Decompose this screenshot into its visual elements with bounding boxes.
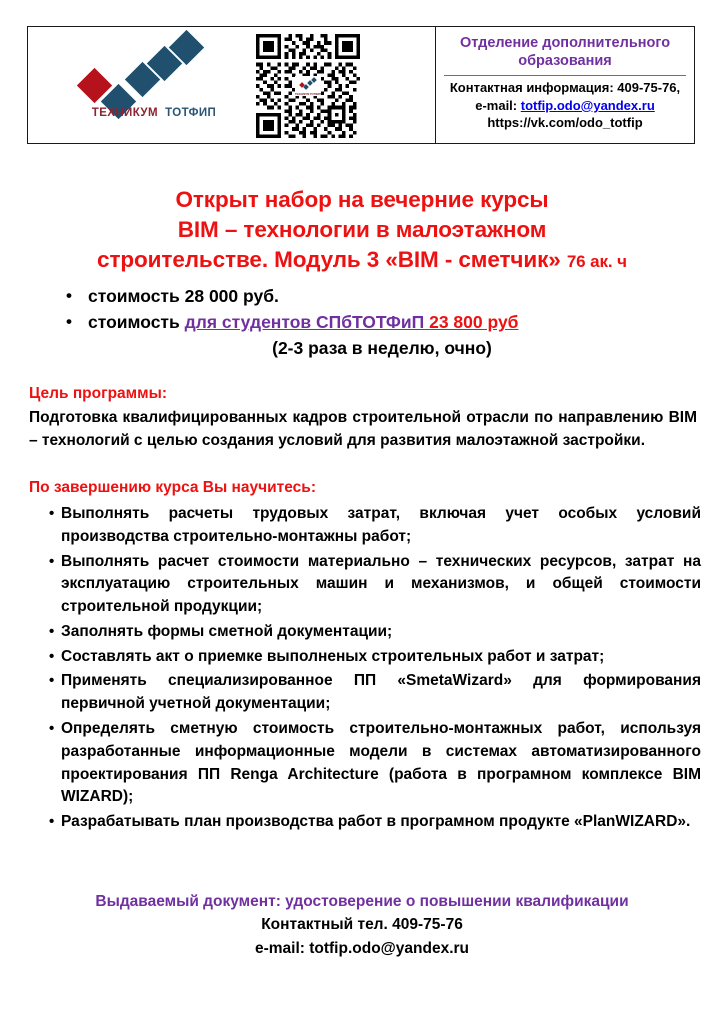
page-title [20, 185, 704, 275]
list-item [29, 646, 701, 669]
email-label: e-mail [475, 97, 513, 113]
header-table [27, 26, 695, 144]
title-line-3-hours: 76 ак. ч [566, 251, 627, 271]
list-item [29, 551, 701, 619]
price-item-student [20, 309, 704, 335]
list-item-text: Применять специализированное ПП «SmetaWizard» для формирования первичной учетной документации; [61, 672, 701, 713]
price-student-amount: 23 800 руб [429, 312, 519, 333]
logo-word-totfip: ТОТФИП [165, 107, 217, 119]
qr-code-icon[interactable] [256, 34, 360, 138]
bullet-icon: • [49, 647, 55, 665]
footer-email-line: e-mail: totfip.odo@yandex.ru [254, 939, 470, 957]
list-item [29, 718, 701, 809]
totfip-logo-icon [56, 33, 252, 137]
logo-diamonds [56, 33, 252, 111]
bullet-icon: • [66, 286, 72, 305]
qr-logo-wordmark: ТЕХНИКУМ ТОТФИП [295, 93, 321, 96]
header-right-cell [436, 27, 694, 143]
header-left-cell [28, 27, 436, 143]
price-student-audience: для студентов СПбТОТФиП [184, 312, 425, 333]
issued-document-line: Выдаваемый документ: удостоверение о повышении квалификации [95, 893, 629, 910]
title-line-3 [20, 245, 704, 275]
list-item [29, 503, 701, 549]
contact-email-line [440, 97, 690, 114]
list-item-text: Выполнять расчеты трудовых затрат, включая учет особых условий производства строительно-монтажны работ; [61, 505, 701, 545]
department-title: Отделение дополнительного образования [459, 35, 671, 69]
logo-word-technikum: ТЕХНИКУМ [91, 107, 158, 119]
price-list [20, 283, 704, 359]
bullet-icon: • [49, 813, 55, 831]
qr-center-logo-icon [295, 76, 321, 96]
title-line-3-main: строительстве. Модуль 3 «BIM - сметчик» [97, 246, 567, 272]
bullet-icon: • [49, 552, 55, 570]
bullet-icon: • [49, 622, 55, 640]
qr-logo-diamond-blue-1 [303, 84, 309, 90]
price-standard-text: стоимость 28 000 руб. [88, 286, 279, 306]
list-item-text: Определять сметную стоимость строительно-монтажных работ, используя разработанные информационные модели в системах автоматизированного проектирования ПП Renga Architecture (работа в програмном комплексе BIM WIZARD); [61, 720, 701, 806]
list-item-text: Составлять акт о приемке выполненых строительных работ и затрат; [61, 647, 605, 665]
price-item-standard [20, 283, 704, 309]
bullet-icon: • [49, 505, 55, 522]
footer [20, 890, 704, 960]
schedule-note: (2-3 раза в неделю, очно) [272, 337, 492, 358]
header-divider-rule [444, 75, 686, 77]
email-link[interactable]: totfip.odo@yandex.ru [520, 97, 655, 113]
list-item-text: Выполнять расчет стоимости материально – технических ресурсов, затрат на эксплуатацию строительных машин и механизмов, и общей стоимости строительной продукции; [61, 552, 701, 616]
email-separator: : [512, 97, 521, 113]
bullet-icon: • [49, 672, 55, 690]
footer-phone-line: Контактный тел. 409-75-76 [261, 916, 463, 934]
title-line-1: Открыт набор на вечерние курсы [175, 187, 549, 212]
price-student-wrapper [88, 309, 518, 335]
list-item-text: Разрабатывать план производства работ в програмном продукте «PlanWIZARD». [61, 813, 691, 831]
list-item [29, 811, 701, 834]
price-student-prefix: стоимость [88, 312, 185, 333]
list-item [29, 621, 701, 644]
goal-heading: Цель программы: [29, 385, 167, 402]
skills-list [29, 503, 701, 836]
contact-vk-line[interactable]: https://vk.com/odo_totfip [487, 114, 643, 130]
title-line-2: BIM – технологии в малоэтажном [177, 216, 547, 242]
list-item [29, 670, 701, 716]
logo-wordmark [56, 107, 252, 119]
list-item-text: Заполнять формы сметной документации; [61, 622, 393, 640]
goal-paragraph: Подготовка квалифицированных кадров строительной отрасли по направлению BIM – технологий с целью создания условий для развития малоэтажной застройки. [29, 409, 697, 449]
skills-heading: По завершению курса Вы научитесь: [29, 479, 316, 496]
bullet-icon: • [49, 720, 55, 738]
bullet-icon: • [66, 312, 72, 332]
contact-phone-line: Контактная информация: 409-75-76, [449, 80, 681, 96]
